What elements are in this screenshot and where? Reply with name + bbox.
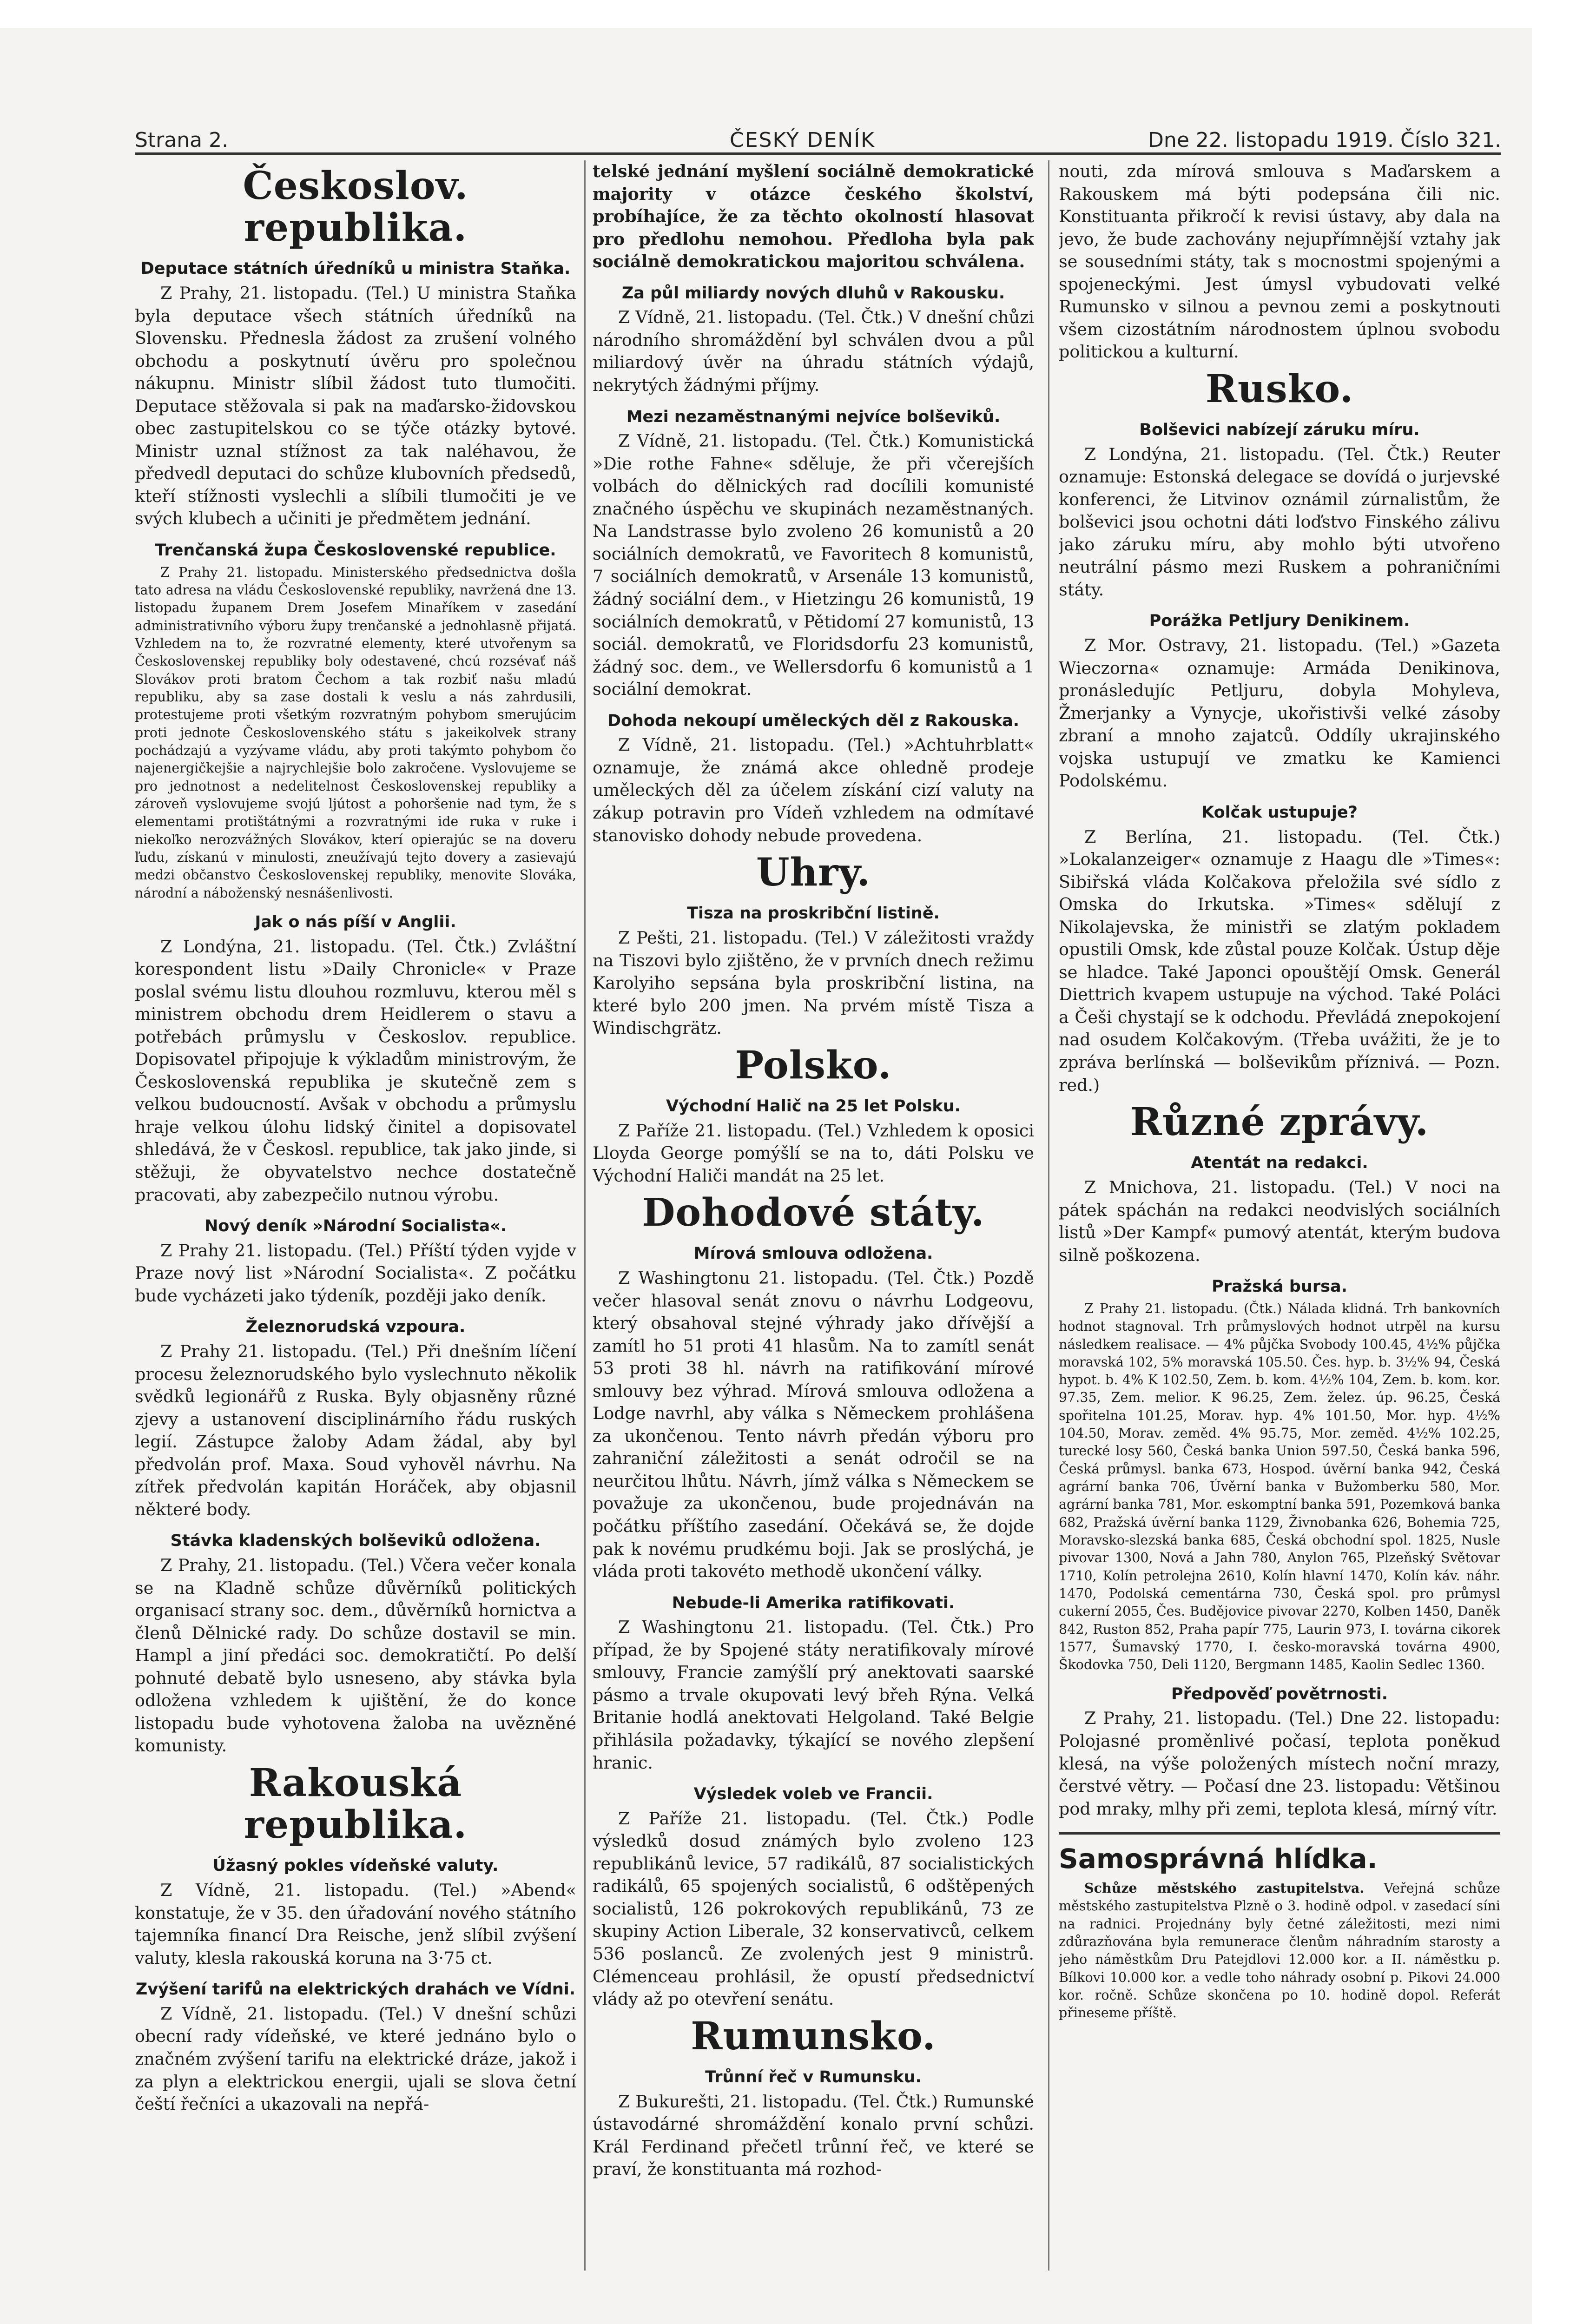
- section-title: Polsko.: [735, 1043, 892, 1088]
- column-divider: [584, 160, 586, 2271]
- article-headline: Mírová smlouva odložena.: [693, 1244, 933, 1263]
- article-headline: Porážka Petljury Denikinem.: [1149, 612, 1410, 631]
- page-number: Strana 2.: [135, 128, 229, 152]
- column-divider: [1048, 160, 1049, 2271]
- article-body: Z Prahy 21. listopadu. (Tel.) Při dnešním líčení procesu železnorudského bylo vyslechnuto několik svědků legionářů z Ruska. Byly objasněny různé zjevy a ustanovení disciplinárního řádu ruských legií. Zástupce žaloby Adam žádal, aby byl předvolán prof. Maxa. Soud vyhověl návrhu. Na zítřek předvolán kapitán Horáček, aby objasnil některé body.: [135, 1341, 576, 1519]
- article-headline: Výsledek voleb ve Francii.: [693, 1785, 933, 1804]
- section-title: Samosprávná hlídka.: [1059, 1843, 1378, 1875]
- article-body: Z Pešti, 21. listopadu. (Tel.) V záležitosti vraždy na Tiszovi bylo zjištěno, že v prvních dnech režimu Karolyiho sepsána byla proskribční listina, na které bylo 200 jmen. Na prvém místě Tisza a Windischgrätz.: [593, 928, 1034, 1038]
- article-body: Z Prahy 21. listopadu. (Čtk.) Nálada klidná. Trh bankovních hodnot stagnoval. Trh průmyslových hodnot utrpěl na kursu následkem realisace. — 4% půjčka Svobody 100.45, 4½% půjčka moravská 102, 5% moravská 105.50. Čes. hyp. b. 3½% 94, Česká hypot. b. 4% K 102.50, Zem. b. kom. 4½% 104, Zem. b. kom. kor. 97.35, Zem. melior. K 96.25, Zem. želez. úp. 96.25, Česká spořitelna 101.25, Morav. hyp. 4% 101.50, Mor. hyp. 4½% 104.50, Morav. zeměd. 4% 95.75, Mor. zeměd. 4½% 102.25, turecké losy 560, Česká banka Union 597.50, Česká banka 596, Česká průmysl. banka 673, Hospod. úvěrní banka 942, Česká agrární banka 706, Úvěrní banka v Bužomberku 580, Mor. agrární banka 781, Mor. eskomptní banka 591, Pozemková banka 682, Pražská úvěrní banka 1129, Živnobanka 626, Bohemia 725, Moravsko-slezská banka 685, Česká obchodní spol. 1825, Nusle pivovar 1300, Nová a Jahn 780, Anylon 765, Plzeňský Světovar 1710, Kolín petrolejna 2610, Kolín hlavní 1470, Kolín káv. náhr. 1470, Podolská cementárna 730, Česká spol. pro průmysl cukerní 2055, Čes. Budějovice pivovar 2270, Kolben 1450, Daněk 842, Ruston 852, Praha papír 775, Laurin 973, I. továrna cikorek 1577, Šumavský 1770, I. česko-moravská továrna 4900, Škodovka 750, Deli 1120, Bergmann 1485, Kaolin Sedlec 1360.: [1059, 1301, 1500, 1673]
- article-body: Z Prahy, 21. listopadu. (Tel.) U ministra Staňka byla deputace všech státních úředníků na Slovensku. Přednesla žádost za zrušení volného obchodu a poskytnutí úvěru pro společnou nákupnu. Ministr slíbil žádost tuto tlumočiti. Deputace stěžovala si pak na maďarsko-židovskou obec zastupitelskou co se týče otázky bytové. Ministr uznal stížnost za tak naléhavou, že předvedl deputaci do schůze klubovních předsedů, kteří stížnosti vyslechli a slíbili tlumočiti je ve svých klubech a učiniti je předmětem jednání.: [135, 283, 576, 529]
- article-body: Z Prahy, 21. listopadu. (Tel.) Včera večer konala se na Kladně schůze důvěrníků politických organisací strany soc. dem., důvěrníků hornictva a členů Dělnické rady. Do schůze dostavil se min. Hampl a jiní předáci soc. demokratičtí. Po delší pohnuté debatě bylo usneseno, aby stávka byla odložena vzhledem k ujištění, že do konce listopadu bude vyhotovena žaloba na uvězněné komunisty.: [135, 1555, 576, 1756]
- article-body: Z Vídně, 21. listopadu. (Tel.) V dnešní schůzi obecní rady vídeňské, ve které jednáno bylo o značném zvýšení tarifu na elektrické dráze, jakož i za plyn a elektrickou energii, ujali se slova četní čeští řečníci a ukazovali na nepřá-: [135, 2003, 576, 2114]
- article-continuation: nouti, zda mírová smlouva s Maďarskem a Rakouskem má býti podepsána čili nic. Konstituanta přikročí k revisi ústavy, aby dala na jevo, že bude zachovány nejupřímnější vztahy jak se sousedními státy, tak s mocnostmi spojenými a spojeneckými. Jest úmysl vybudovati velké Rumunsko v silnou a pevnou zemi a poskytnouti všem cizostátním národnostem úplnou svobodu politickou a kulturní.: [1059, 161, 1500, 362]
- article-body: Z Vídně, 21. listopadu. (Tel. Čtk.) V dnešní chůzi národního shromáždění byl schválen dvou a půl miliardový úvěr na úhradu státních výdajů, nekrytých žádnými příjmy.: [593, 307, 1034, 395]
- section-title: Rumunsko.: [691, 2014, 936, 2059]
- masthead-title: ČESKÝ DENÍK: [730, 128, 876, 152]
- article-headline: Za půl miliardy nových dluhů v Rakousku.: [621, 284, 1005, 303]
- article-headline: Bolševici nabízejí záruku míru.: [1139, 420, 1420, 439]
- article-body: Z Prahy 21. listopadu. (Tel.) Příští týden vyjde v Praze nový list »Národní Socialista«. Z počátku bude vycházeti jako týdeník, později jako deník.: [135, 1240, 576, 1306]
- article-text: Veřejná schůze městského zastupitelstva Plzně o 3. hodině odpol. v zasedací síni na radnici. Projednány byly četné záležitosti, mezi nimi zdůrazňována byla remunerace členům náhradním starosty a jeho náměstkům Dru Patejdlovi 12.000 kor. a II. náměstku p. Bílkovi 10.000 kor. a vedle toho náhrady osobní p. Pikovi 24.000 kor. ročně. Schůze skončena po 10. hodině dopol. Referát přineseme příště.: [1059, 1881, 1500, 2021]
- article-body: Z Vídně, 21. listopadu. (Tel.) »Achtuhrblatt« oznamuje, že známá akce ohledně prodeje uměleckých děl za účelem získání cizí valuty na zákup potravin pro Vídeň vzhledem na odmítavé stanovisko dohody nebude provedena.: [593, 735, 1034, 845]
- article-body: Z Vídně, 21. listopadu. (Tel. Čtk.) Komunistická »Die rothe Fahne« sděluje, že při včerejších volbách do dělnických rad docílili komunisté značného úspěchu ve skupinách nezaměstnaných. Na Landstrasse bylo zvoleno 26 komunistů a 20 sociálních demokratů, ve Favoritech 8 komunistů, 7 sociálních demokratů, v Arsenále 13 komunistů, žádný sociální dem., v Hietzingu 26 komunistů, 19 sociálních demokratů, v Pětidomí 27 komunistů, 13 sociál. demokratů, ve Floridsdorfu 23 komunistů, žádný soc. dem., ve Wellersdorfu 6 komunistů a 1 sociální demokrat.: [593, 431, 1034, 700]
- article-headline: Zvýšení tarifů na elektrických drahách ve Vídni.: [135, 1980, 576, 1999]
- issue-date: Dne 22. listopadu 1919. Číslo 321.: [1148, 128, 1501, 152]
- article-headline: Nový deník »Národní Socialista«.: [204, 1217, 507, 1236]
- section-title: Různé zprávy.: [1130, 1100, 1429, 1145]
- article-headline: Východní Halič na 25 let Polsku.: [666, 1096, 961, 1116]
- section-title: Dohodové státy.: [642, 1190, 985, 1235]
- article-headline: Schůze městského zastupitelstva.: [1084, 1880, 1365, 1896]
- article-headline: Železnorudská vzpoura.: [245, 1318, 466, 1337]
- article-headline: Atentát na redakci.: [1191, 1154, 1368, 1173]
- article-body: Z Londýna, 21. listopadu. (Tel. Čtk.) Reuter oznamuje: Estonská delegace se dovídá o jurjevské konferenci, že Litvinov oznámil zúrnalistům, že bolševici jsou ochotni dáti loďstvo Finského zálivu jako záruku míru, aby mohlo býti utvořeno neutrální pásmo mezi Ruskem a pohraničními státy.: [1059, 444, 1500, 600]
- article-headline: Stávka kladenských bolševiků odložena.: [170, 1532, 541, 1551]
- article-headline: Úžasný pokles vídeňské valuty.: [212, 1856, 499, 1875]
- article-headline: Pražská bursa.: [1212, 1277, 1347, 1296]
- page-header: [135, 125, 1501, 152]
- article-body: [1059, 1879, 1500, 2022]
- section-title: Rakouská republika.: [244, 1760, 468, 1848]
- article-headline: Dohoda nekoupí uměleckých děl z Rakouska.: [607, 711, 1020, 730]
- article-body: Z Berlína, 21. listopadu. (Tel. Čtk.) »Lokalanzeiger« oznamuje z Haagu dle »Times«: Sibiřská vláda Kolčakova přeložila své sídlo z Omska do Irkutska. »Times« sdělují z Nikolajevska, že ministři se zlatým pokladem opustili Omsk, kde zůstal pouze Kolčak. Ústup děje se hladce. Také Japonci opouštějí Omsk. Generál Diettrich kvapem ustupuje na východ. Také Poláci a Češi chystají se k odchodu. Převládá znepokojení nad osudem Kolčakovým. (Třeba uvážiti, že je to zpráva berlínská — bolševikům příznivá. — Pozn. red.): [1059, 826, 1500, 1095]
- scan-margin-right: [1532, 0, 1583, 2324]
- article-headline: Předpověď povětrnosti.: [1171, 1684, 1388, 1703]
- header-rule: [135, 152, 1501, 155]
- article-headline: Trůnní řeč v Rumunsku.: [705, 2067, 922, 2086]
- article-continuation: telské jednání myšlení sociálně demokratické majority v otázce českého školství, probíhajíce, že za těchto okolností hlasovat pro předlohu nemohou. Předloha byla pak sociálně demokratickou majoritou schválena.: [593, 161, 1034, 272]
- municipal-box: [1059, 1832, 1500, 2022]
- article-headline: Deputace státních úředníků u ministra Staňka.: [140, 259, 571, 278]
- article-body: Z Londýna, 21. listopadu. (Tel. Čtk.) Zvláštní korespondent listu »Daily Chronicle« v Praze poslal svému listu dlouhou rozmluvu, kterou měl s ministrem obchodu drem Heidlerem o stavu a potřebách průmyslu v Českoslov. republice. Dopisovatel připojuje k výkladům ministrovým, že Československá republika je skutečně zem s velkou budoucností. Avšak v obchodu a průmyslu hraje velkou úlohu lidský činitel a dopisovatel shledává, že v Českosl. republice, tak jako jinde, si stěžuji, že obyvatelstvo nechce dostatečně pracovati, aby zabezpečilo nutnou výrobu.: [135, 936, 576, 1205]
- article-headline: Nebude-li Amerika ratifikovati.: [672, 1593, 955, 1612]
- article-body: Z Vídně, 21. listopadu. (Tel.) »Abend« konstatuje, že v 35. den úřadování nového státního tajemníka financí Dra Reische, jenž slíbil zvýšení valuty, klesla rakouská koruna na 3·75 ct.: [135, 1880, 576, 1968]
- article-headline: Trenčanská župa Československé republice.: [155, 541, 556, 560]
- article-headline: Jak o nás píší v Anglii.: [255, 912, 456, 931]
- column-1: [135, 160, 576, 2289]
- article-body: Z Mor. Ostravy, 21. listopadu. (Tel.) »Gazeta Wieczorna« oznamuje: Armáda Denikinova, pronásledujíc Petljuru, dobyla Mohyleva, Žmerjanky a Vynycje, ukořistivši velké zásoby zbraní a mnoho zajatců. Oddíly ukrajinského vojska ustupují ve zmatku ke Kamienci Podolskému.: [1059, 635, 1500, 791]
- article-body: Z Paříže 21. listopadu. (Tel. Čtk.) Podle výsledků dosud známých bylo zvoleno 123 republikánů levice, 57 radikálů, 87 socialistických radikálů, 65 spojených socialistů, 6 odštěpených socialistů, 126 pokrokových republikánů, 73 ze skupiny Action Liberale, 32 konservativců, celkem 536 poslanců. Ze zvolených jest 9 ministrů. Clémenceau prohlásil, že opustí předsednictví vlády až po otevření senátu.: [593, 1808, 1034, 2009]
- article-body: Z Washingtonu 21. listopadu. (Tel. Čtk.) Pro případ, že by Spojené státy neratifikovaly mírové smlouvy, Francie zamýšlí prý anektovati saarské pásmo a trvale okupovati levý břeh Rýna. Velká Britanie hodlá anektovati Helgoland. Také Belgie přihlásila požadavky, týkající se nového zlepšení hranic.: [593, 1617, 1034, 1773]
- article-body: Z Prahy, 21. listopadu. (Tel.) Dne 22. listopadu: Polojasné proměnlivé počasí, teplota poněkud klesá, na výše položených místech noční mrazy, čerstvé větry. — Počasí dne 23. listopadu: Většinou pod mraky, mlhy při zemi, teplota klesá, mírný vítr.: [1059, 1708, 1500, 1819]
- article-headline: Kolčak ustupuje?: [1201, 803, 1358, 822]
- section-title: Uhry.: [756, 850, 871, 895]
- article-body: Z Washingtonu 21. listopadu. (Tel. Čtk.) Pozdě večer hlasoval senát znovu o návrhu Lodgeovu, který obsahoval stejné výhrady jako dřívější a zamítl ho 51 proti 41 hlasům. Na to zamítl senát 53 proti 38 hl. návrh na ratifikování mírové smlouvy bez výhrad. Mírová smlouva odložena a Lodge navrhl, aby válka s Německem prohlášena za ukončenou. Tento návrh předán výboru pro zahraniční záležitosti a senát odročil se na neurčitou lhůtu. Návrh, jímž válka s Německem se považuje za ukončenou, bude projednáván na počátku příštího zasedání. Očekává se, že dojde pak k novému prudkému boji. Jak se proslýchá, je vláda proti takovéto methodě ukončení války.: [593, 1268, 1034, 1582]
- article-headline: Tisza na proskribční listině.: [687, 904, 940, 923]
- scan-margin: [0, 0, 1583, 28]
- article-body: Z Bukurešti, 21. listopadu. (Tel. Čtk.) Rumunské ústavodárné shromáždění konalo první schůzi. Král Ferdinand přečetl trůnní řeč, ve které se praví, že konstituanta má rozhod-: [593, 2091, 1034, 2179]
- article-headline: Mezi nezaměstnanými nejvíce bolševiků.: [626, 407, 1001, 426]
- section-title: Českoslov. republika.: [243, 164, 468, 251]
- article-body: Z Paříže 21. listopadu. (Tel.) Vzhledem k oposici Lloyda George pomýšlí se na to, dáti Polsku ve Východní Haliči mandát na 25 let.: [593, 1120, 1034, 1186]
- column-2: [593, 160, 1034, 2289]
- section-title: Rusko.: [1205, 366, 1354, 411]
- article-body: Z Mnichova, 21. listopadu. (Tel.) V noci na pátek spáchán na redakci neodvislých sociálních listů »Der Kampf« pumový atentát, kterým budova silně poškozena.: [1059, 1177, 1500, 1265]
- article-body: Z Prahy 21. listopadu. Ministerského předsednictva došla tato adresa na vládu Československé republiky, navržená dne 13. listopadu županem Drem Josefem Minaříkem v zasedání administrativního výboru župy trenčanské a jednohlasně přijatá. Vzhledem na to, že rozvratné elementy, které utvořenym sa Československej republiky boly odestavené, chcú rozsévať náš Slovákov proti bratom Čechom a tak rozbiť našu mladú republiku, aby sa zase dostali k veslu a nás zahrdusili, protestujeme proti všetkým rozvratným pohybom smerujúcim proti jednote Československého státu s jakeikolvek strany pochádzajú a vyzývame vládu, aby proti takýmto pohybom čo najenergičkejšie a najrychlejšie bolo zakročene. Vyslovujeme se pro jednotnost a nedelitelnost Československej republiky a zároveň vyslovujeme svojú ljútost a pohoršenie nad tym, že s elementami protištátnými a rozvratnými ide ruka v ruke i niekoľko nerozvážných Slovákov, kterí opierajúc se na doveru ľudu, získanú v minulosti, zneužívajú tejto dovery a zasievajú medzi občanstvo Československej republiky, menovite Slováka, národní a náboženský nesnášenlivosti.: [135, 564, 576, 901]
- column-3: [1059, 160, 1500, 2289]
